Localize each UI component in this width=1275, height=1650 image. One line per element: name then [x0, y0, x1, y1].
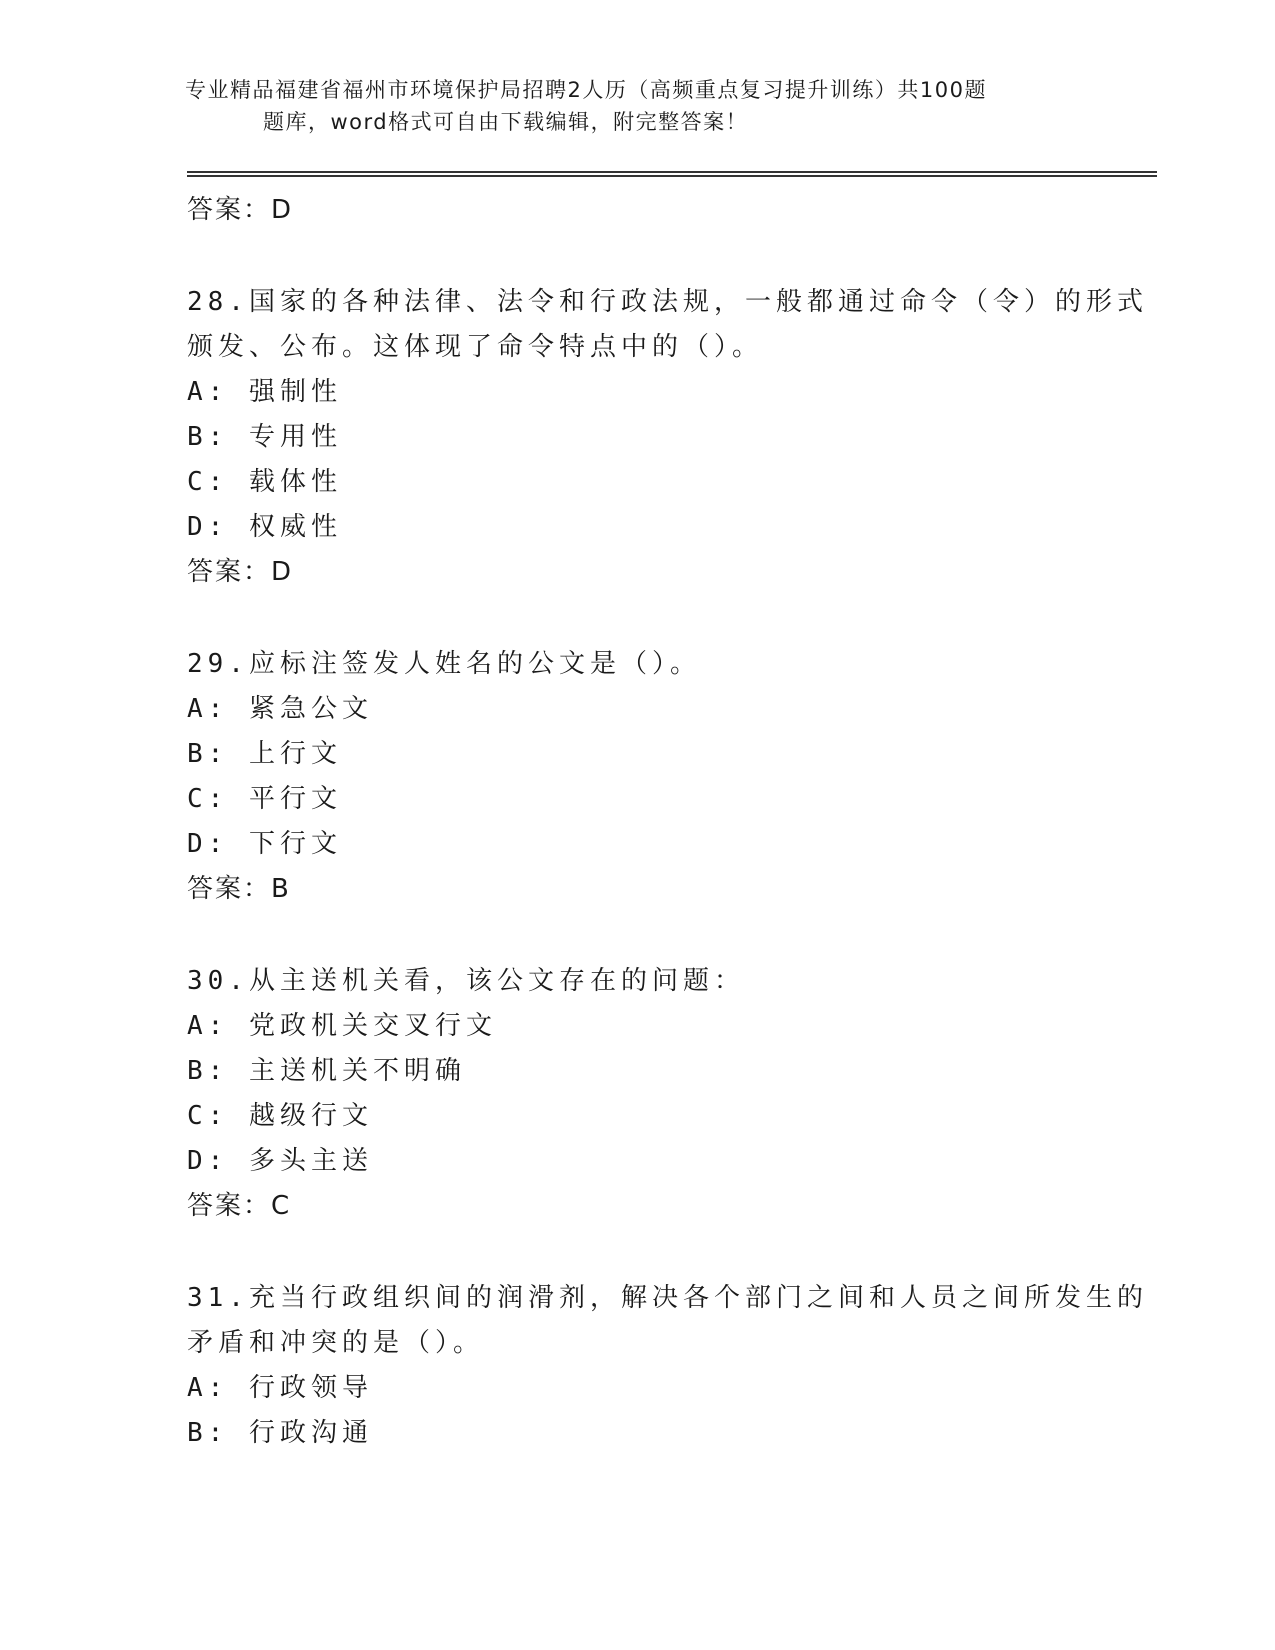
header-divider-bottom [187, 175, 1157, 177]
option-d: D: 多头主送 [187, 1146, 373, 1176]
header-divider-top [187, 171, 1157, 173]
question-stem: 28.国家的各种法律、法令和行政法规，一般都通过命令（令）的形式 [187, 287, 1148, 317]
answer-line: 答案：D [187, 557, 294, 587]
header-title-line-1: 专业精品福建省福州市环境保护局招聘2人历（高频重点复习提升训练）共100题 [185, 78, 987, 102]
answer-line: 答案：D [187, 195, 294, 225]
option-a: A: 党政机关交叉行文 [187, 1011, 497, 1041]
option-b: B: 行政沟通 [187, 1418, 373, 1448]
option-d: D: 下行文 [187, 829, 342, 859]
option-c: C: 平行文 [187, 784, 342, 814]
option-c: C: 越级行文 [187, 1101, 373, 1131]
option-c: C: 载体性 [187, 467, 342, 497]
option-d: D: 权威性 [187, 512, 342, 542]
question-stem: 30.从主送机关看，该公文存在的问题： [187, 966, 745, 996]
option-a: A: 紧急公文 [187, 694, 373, 724]
option-b: B: 主送机关不明确 [187, 1056, 466, 1086]
question-stem: 29.应标注签发人姓名的公文是（）。 [187, 649, 701, 679]
option-a: A: 行政领导 [187, 1373, 373, 1403]
answer-line: 答案：C [187, 1191, 292, 1221]
option-a: A: 强制性 [187, 377, 342, 407]
question-30 [187, 959, 1137, 1229]
question-29 [187, 642, 1137, 912]
question-stem: 颁发、公布。这体现了命令特点中的（）。 [187, 332, 764, 362]
document-body [187, 188, 1148, 1456]
header-title-line-2: 题库，word格式可自由下载编辑，附完整答案！ [263, 110, 749, 134]
option-b: B: 上行文 [187, 739, 342, 769]
question-stem: 31.充当行政组织间的润滑剂，解决各个部门之间和人员之间所发生的 [187, 1283, 1148, 1313]
question-31 [187, 1276, 1148, 1456]
question-stem: 矛盾和冲突的是（）。 [187, 1328, 485, 1358]
answer-line: 答案：B [187, 874, 291, 904]
document-header [185, 74, 1090, 138]
option-b: B: 专用性 [187, 422, 342, 452]
question-28 [187, 280, 1148, 595]
